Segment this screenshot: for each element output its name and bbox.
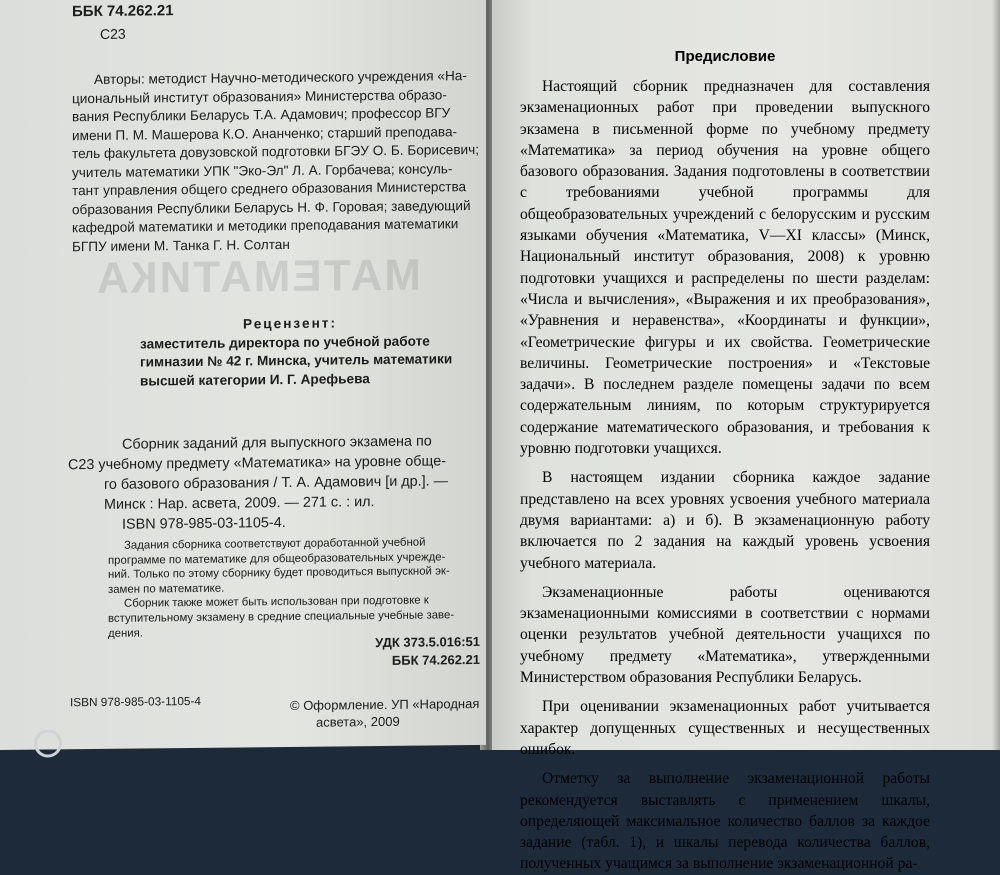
annotation-line: дения. <box>108 627 143 640</box>
catalog-code: С23 <box>100 25 126 42</box>
authors-line: образования Республики Беларусь Н. Ф. Горовая; заведующий <box>72 197 471 217</box>
preface-paragraph: Настоящий сборник предназначен для составления экзаменационных работ при проведении выпускного экзамена в письменной форме по учебному предмету «Математика» за период обучения на уровне общего базового образования. Задания подготовлены в соответствии с требованиями учебной программы для общеобразовательных учреждений с белорусским и русским языками обучения «Математика, V—XI классы» (Минск, Национальный институт образования, 2008) к уровню подготовки учащихся и распределены по шести разделам: «Числа и вычисления», «Выражения и их преобразования», «Уравнения и неравенства», «Координаты и функции», «Геометрические фигуры и их свойства. Геометрические величины. Геометрические построения» и «Текстовые задачи». В последнем разделе помещены задачи по всем содержательным линиям, по которым структурируется содержание математического образования, и требования к уровню подготовки учащихся. <box>520 78 930 458</box>
authors-line: тель факультета довузовской подготовки БГЭУ О. Б. Борисевич; <box>72 141 479 162</box>
annotation-line: Сборник также может быть использован при подготовке к <box>124 594 429 611</box>
page-edge-shadow <box>992 0 1000 750</box>
bbk-top: ББК 74.262.21 <box>72 2 174 21</box>
annotation-line: Задания сборника соответствуют доработанной учебной <box>124 536 426 552</box>
catalog-line: Сборник заданий для выпускного экзамена по <box>122 433 432 453</box>
catalog-line: го базового образования / Т. А. Адамович [и др.]. — <box>104 473 449 493</box>
authors-line: имени П. М. Машерова К.О. Ананченко; старший преподава- <box>72 123 458 143</box>
catalog-line: Минск : Нар. асвета, 2009. — 271 с. : ил. <box>104 494 375 513</box>
copyright <box>290 695 480 731</box>
authors-line: вания Республики Беларусь Т.А. Адамович; профессор ВГУ <box>72 105 451 125</box>
authors-line: кафедрой математики и методики преподавания математики <box>72 216 459 236</box>
authors-line: тант управления общего среднего образования Министерства <box>72 179 467 199</box>
reviewer-line: гимназии № 42 г. Минска, учитель математики <box>140 351 453 370</box>
bbk-bottom: ББК 74.262.21 <box>391 651 480 668</box>
reviewer-line: высшей категории И. Г. Арефьева <box>140 370 370 389</box>
annotation-line: программе по математике для общеобразовательных учрежде- <box>108 550 446 567</box>
reviewer-line: заместитель директора по учебной работе <box>140 332 430 352</box>
preface-heading: Предисловие <box>674 48 776 65</box>
authors-line: циональный институт образования» Министерства образо- <box>72 86 447 106</box>
preface-body <box>520 76 930 875</box>
authors-intro: Авторы: методист Научно-методического учреждения «На- <box>94 68 467 88</box>
isbn-line: ISBN 978-985-03-1105-4. <box>122 515 286 533</box>
catalog-line: С23 учебному предмету «Математика» на уровне обще- <box>68 453 447 474</box>
left-page <box>0 0 486 750</box>
udk: УДК 373.5.016:51 <box>375 633 480 651</box>
authors-line: БГПУ имени М. Танка Г. Н. Солтан <box>72 236 290 254</box>
annotation-line: вступительному экзамену в средние специальные учебные заве- <box>108 609 455 625</box>
binder-ring <box>34 729 62 757</box>
isbn-bottom: ISBN 978-985-03-1105-4 <box>70 693 201 710</box>
copyright-line: © Оформление. УП «Народная <box>290 695 480 713</box>
annotation-line: ний. Только по этому сборнику будет проводиться выпускной эк- <box>108 565 450 582</box>
preface-paragraph: Экзаменационные работы оцениваются экзаменационными комиссиями в соответствии с нормами оценки результатов учебной деятельности учащихся по учебному предмету «Математика», утвержденными Министерством образования Республики Беларусь. <box>520 583 930 687</box>
annotation-line: замен по математике. <box>108 582 225 596</box>
show-through-title: МАТЕМАТИКА <box>95 250 421 304</box>
reviewer-title: Рецензент: <box>243 315 337 332</box>
copyright-line: асвета», 2009 <box>316 713 400 730</box>
annotation <box>108 535 480 641</box>
authors-block <box>72 67 482 256</box>
authors-line: учитель математики УПК "Эко-Эл" Л. А. Горбачева; консуль- <box>72 160 453 180</box>
reviewer-block <box>110 313 470 391</box>
catalog-entry <box>68 431 478 535</box>
preface-paragraph: Отметку за выполнение экзаменационной работы рекомендуется выставлять с применением шкалы, определяющей максимальное количество баллов за каждое задание (табл. 1), и шкалы перевода количества баллов, полученных учащимся за выполнение экзаменационной ра- <box>520 770 930 873</box>
preface-paragraph: В настоящем издании сборника каждое задание представлено на всех уровнях усвоения учебного материала двумя вариантами: а) и б). В экзаменационную работу включается по 2 задания на каждый уровень усвоения учебного материала. <box>520 469 930 572</box>
preface-paragraph: При оценивании экзаменационных работ учитывается характер допущенных существенных и несущественных ошибок. <box>520 698 930 758</box>
